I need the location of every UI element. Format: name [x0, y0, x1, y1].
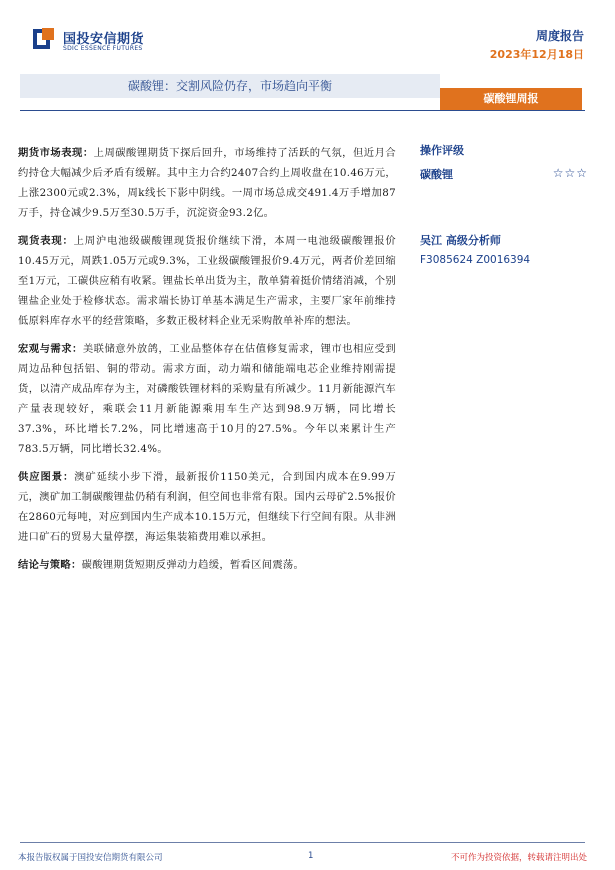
- footer-copyright: 本报告版权属于国投安信期货有限公司: [18, 853, 163, 863]
- report-body: [18, 143, 396, 583]
- report-date: 2023年12月18日: [489, 48, 584, 61]
- section-text: 澳矿延续小步下滑，最新报价1150美元，合到国内成本在9.99万元，澳矿加工制碳酸锂盐仍稍有利润，但空间也非常有限。国内云母矿2.5%报价在2860元每吨，对应到国内生产成本10.15万元，但继续下行空间有限。从非洲进口矿石的贸易大量停摆，海运集装箱费用难以承担。: [18, 471, 397, 543]
- rating-heading: 操作评级: [420, 144, 464, 157]
- section-label: 宏观与需求：: [18, 343, 83, 355]
- footer-disclaimer: 不可作为投资依据，转载请注明出处: [450, 853, 587, 863]
- section-text: 碳酸锂期货短期反弹动力趋缓，暂看区间震荡。: [81, 559, 305, 571]
- section-label: 现货表现：: [18, 235, 74, 247]
- brand-name-en: SDIC ESSENCE FUTURES: [63, 45, 143, 52]
- section-spot: [18, 231, 396, 331]
- analyst-cert-numbers: F3085624 Z0016394: [420, 254, 531, 266]
- header-divider: [20, 110, 585, 111]
- section-text: 美联储意外放鸽，工业品整体存在估值修复需求，锂市也相应受到周边品种包括铝、铜的带动。需求方面，动力端和储能端电芯企业维持刚需提货，以清产成品库存为主，对磷酸铁锂材料的采购量有所减少。11月新能源汽车产量表现较好，乘联会11月新能源乘用车生产达到98.9万辆，同比增长37.3%，环比增长7.2%，同比增速高于10月的27.5%。今年以来累计生产783.5万辆，同比增长32.4%。: [18, 343, 396, 455]
- section-supply: [18, 467, 396, 547]
- section-conclusion: [18, 555, 396, 575]
- report-tag: 碳酸锂周报: [440, 88, 582, 110]
- section-label: 供应图景：: [18, 471, 75, 483]
- section-futures: [18, 143, 396, 223]
- rating-commodity: 碳酸锂: [420, 168, 453, 181]
- rating-row: [420, 166, 590, 184]
- rating-stars-icon: ☆☆☆: [552, 166, 588, 180]
- section-text: 上周碳酸锂期货下探后回升，市场维持了活跃的气氛，但近月合约持仓大幅减少后矛盾有缓解。其中主力合约2407合约上周收盘在10.46万元，上涨2300元或2.3%，周k线长下影中阴线。一周市场总成交491.4万手增加87万手，持仓减少9.5万至30.5万手，沉淀资金93.2亿。: [18, 147, 396, 219]
- logo-mark-icon: [33, 27, 57, 51]
- report-type: 周度报告: [535, 29, 584, 43]
- section-text: 上周沪电池级碳酸锂现货报价继续下滑，本周一电池级碳酸锂报价10.45万元，周跌1.05万元或9.3%，工业级碳酸锂报价9.4万元，两者价差回缩至1万元，工碳供应稍有收紧。锂盐长单出货为主，散单猜着挺价情绪消减，个别锂盐企业处于检修状态。需求端长协订单基本满足生产需求，主要厂家年前维持低原料库存水平的经营策略，多数正极材料企业无采购散单补库的想法。: [18, 235, 397, 327]
- sidebar: [420, 142, 590, 270]
- page-number: 1: [308, 851, 314, 861]
- brand-logo: [33, 25, 233, 57]
- brand-name-cn: 国投安信期货: [63, 32, 145, 47]
- section-label: 结论与策略：: [18, 559, 82, 571]
- analyst-name: 吴江 高级分析师: [420, 234, 501, 247]
- section-label: 期货市场表现：: [18, 147, 94, 159]
- report-title: 碳酸锂：交割风险仍存，市场趋向平衡: [20, 74, 440, 98]
- footer-divider: [20, 842, 585, 843]
- section-macro: [18, 339, 396, 459]
